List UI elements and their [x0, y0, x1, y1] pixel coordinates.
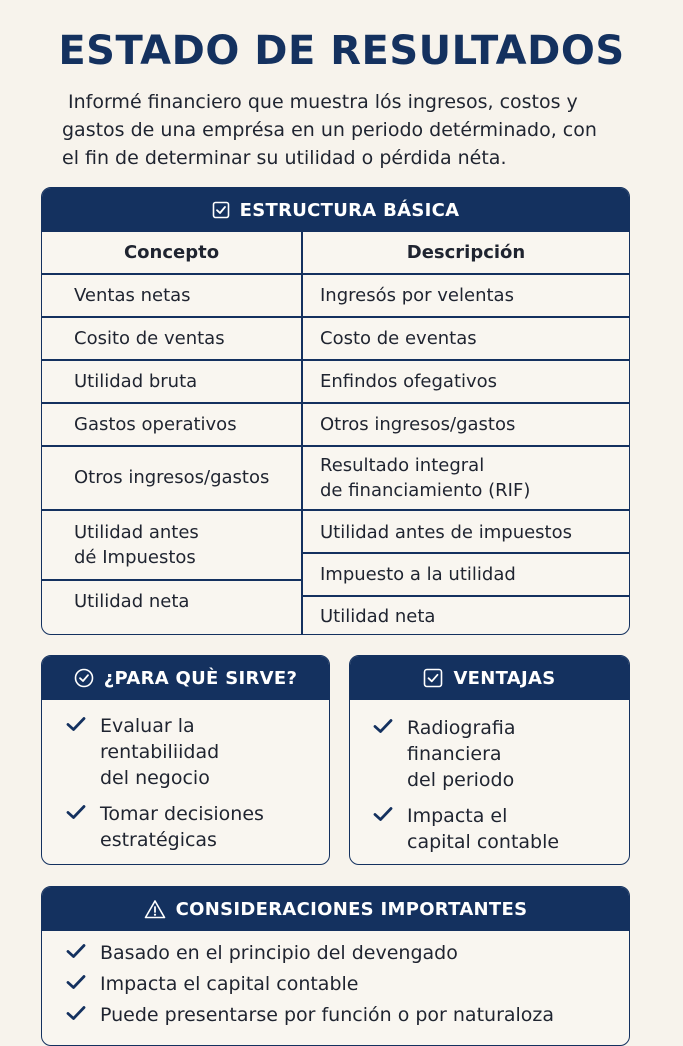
checkmark-icon: [373, 715, 407, 793]
structure-table: [42, 232, 629, 635]
table-cell: Resultado integral de financiamiento (RIF): [320, 454, 531, 501]
table-cell: Gastos operativos: [74, 413, 237, 435]
list-item: Impacta el capital contable: [373, 803, 613, 855]
row-divider: [301, 595, 629, 597]
intro-line: el fin de determinar su utilidad o pérdida néta.: [62, 147, 507, 169]
checkmark-icon: [66, 801, 100, 853]
list-item: Tomar decisiones estratégicas: [66, 801, 316, 853]
checkbox-icon: [212, 201, 230, 219]
intro-line: gastos de una emprésa en un periodo detérminado, con: [62, 119, 597, 141]
checkmark-icon: [66, 971, 100, 997]
purpose-card: [41, 655, 330, 865]
list-item: Puede presentarse por función o por naturaloza: [66, 1002, 616, 1028]
row-divider: [42, 402, 629, 404]
row-divider: [42, 359, 629, 361]
table-cell: Utilidad antes dé Impuestos: [74, 522, 199, 568]
structure-heading: ESTRUCTURA BÁSICA: [239, 199, 460, 221]
row-divider: [42, 509, 629, 511]
row-divider: [42, 579, 301, 581]
advantages-header: [350, 656, 629, 700]
checkmark-icon: [66, 940, 100, 966]
table-cell: Otros ingresos/gastos: [320, 413, 516, 435]
table-cell: Enfindos ofegativos: [320, 370, 498, 392]
checkmark-icon: [66, 713, 100, 791]
considerations-card: [41, 886, 630, 1046]
purpose-header: [42, 656, 329, 700]
table-cell: Utilidad neta: [74, 590, 190, 612]
checkmark-icon: [373, 803, 407, 855]
purpose-list: [66, 713, 316, 853]
table-cell: Utilidad neta: [320, 606, 436, 627]
advantages-list: [373, 715, 613, 855]
table-cell: Ingresós por velentas: [320, 285, 514, 306]
table-cell: Utilidad bruta: [74, 370, 198, 392]
row-divider: [42, 445, 629, 447]
table-cell: Costo de eventas: [320, 327, 477, 349]
page-title: ESTADO DE RESULTADOS: [58, 28, 625, 74]
intro-paragraph: [62, 88, 642, 172]
intro-line: Informé financiero que muestra lós ingresos, costos y: [68, 91, 578, 113]
table-cell: Ventas netas: [74, 285, 191, 306]
table-cell: Utilidad antes de impuestos: [320, 521, 572, 543]
list-item: Evaluar la rentabiliidad del negocio: [66, 713, 316, 791]
advantages-card: [349, 655, 630, 865]
column-header-descripcion: Descripción: [406, 242, 526, 263]
column-header-concepto: Concepto: [123, 242, 220, 263]
considerations-header: [42, 887, 629, 931]
considerations-heading: CONSIDERACIONES IMPORTANTES: [175, 898, 528, 920]
structure-card: [41, 187, 630, 635]
list-item: Radiografia financiera del periodo: [373, 715, 613, 793]
list-item: Basado en el principio del devengado: [66, 940, 616, 966]
warning-icon: [144, 899, 166, 919]
table-cell: Otros ingresos/gastos: [74, 467, 270, 488]
considerations-list: [66, 940, 616, 1028]
checkbox-icon: [423, 668, 443, 688]
table-cell: Impuesto a la utilidad: [320, 564, 516, 585]
purpose-heading: ¿PARA QUÈ SIRVE?: [103, 667, 298, 689]
checkmark-icon: [66, 1002, 100, 1028]
check-circle-icon: [74, 668, 94, 688]
list-item: Impacta el capital contable: [66, 971, 616, 997]
structure-header: [42, 188, 629, 232]
table-cell: Cosito de ventas: [74, 327, 225, 349]
row-divider: [42, 316, 629, 318]
advantages-heading: VENTAJAS: [453, 667, 556, 689]
row-divider: [301, 552, 629, 554]
